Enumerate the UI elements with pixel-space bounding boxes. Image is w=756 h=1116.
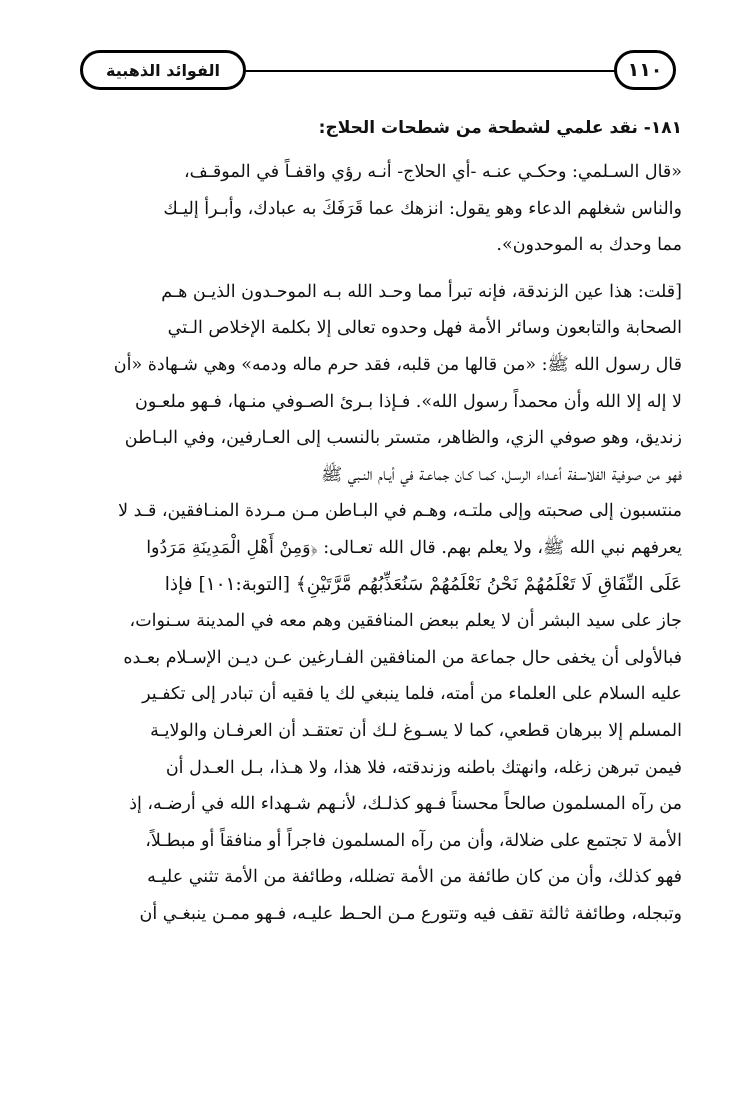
text-line: والناس شغلهم الدعاء وهو يقول: انزهك عما قَرَفَكَ به عبادك، وأبـرأ إليـك bbox=[163, 198, 682, 219]
text-line: عليه السلام على العلماء من أمته، فلما ينبغي لك يا فقيه أن تبادر إلى تكفـير bbox=[142, 684, 682, 705]
text-line: لا إله إلا الله وأن محمداً رسول الله». فـإذا بـرئ الصـوفي منـها، فـهو ملعـون bbox=[135, 391, 682, 412]
quran-line: يعرفهم نبي الله ﷺ، ولا يعلم بهم. قال الله تعـالى: ﴿وَمِنْ أَهْلِ الْمَدِينَةِ مَرَدُوا bbox=[146, 537, 682, 558]
text-line: الصحابة والتابعون وسائر الأمة فهل وحدوه تعالى إلا بكلمة الإخلاص الـتي bbox=[167, 318, 682, 339]
text-line: قال رسول الله ﷺ: «من قالها من قلبه، فقد حرم ماله ودمه» وهي شـهادة «أن bbox=[113, 354, 682, 375]
text-line: «قال السـلمي: وحكـي عنـه -أي الحلاج- أنـه رؤي واقفـاً في الموقـف، bbox=[184, 162, 682, 182]
quran-verse-line: عَلَى النِّفَاقِ لَا تَعْلَمُهُمْ نَحْنُ نَعْلَمُهُمْ سَنُعَذِّبُهُم مَّرَّتَيْنِ﴾ [التوبة:١٠١] فإذا bbox=[164, 573, 682, 595]
text-line: فبالأولى أن يخفى حال جماعة من المنافقين الفـارغين عـن ديـن الإسـلام بعـده bbox=[123, 647, 682, 668]
text-line: الأمة لا تجتمع على ضلالة، وأن من رآه المسلمون فاجراً أو منافقاً أو مبطـلاً، bbox=[145, 830, 682, 851]
text-line: زنديق، وهو صوفي الزي، والظاهر، متستر بالنسب إلى العـارفين، وفي البـاطن bbox=[124, 428, 682, 449]
text-line: من رآه المسلمون صالحاً محسناً فـهو كذلـك، لأنـهم شـهداء الله في أرضـه، إذ bbox=[129, 794, 682, 815]
text-line: فهو كذلك، وأن من كان طائفة من الأمة تضلله، وطائفة من الأمة تثني عليـه bbox=[147, 867, 682, 888]
text-line: فيمن تبرهن زغله، وانهتك باطنه وزندقته، فلا هذا، ولا هـذا، بـل العـدل أن bbox=[165, 757, 682, 778]
page-number: ١١٠ bbox=[614, 50, 676, 90]
text-line: المسلم إلا ببرهان قطعي، كما لا يسـوغ لـك أن تعتقـد أن العرفـان والولايـة bbox=[150, 720, 682, 741]
commentary-paragraph bbox=[70, 274, 682, 933]
text-line: منتسبون إلى صحبته وإلى ملتـه، وهـم في البـاطن مـن مـردة المنـافقين، قـد لا bbox=[118, 501, 682, 522]
text-line: وتبجله، وطائفة ثالثة تقف فيه وتتورع مـن الحـط عليـه، فـهو ممـن ينبغـي أن bbox=[139, 903, 682, 924]
book-title: الفوائد الذهبية bbox=[80, 50, 246, 90]
text-line: فهو من صوفية الفلاسـفة أعـداء الرسـل، كمـا كـان جماعـة في أيـام النـبي ﷺ bbox=[321, 464, 682, 485]
section-heading: ١٨١- نقد علمي لشطحة من شطحات الحلاج: bbox=[318, 118, 682, 138]
text-line: مما وحدك به الموحدون». bbox=[496, 235, 682, 256]
text-line: [قلت: هذا عين الزندقة، فإنه تبرأ مما وحـد الله بـه الموحـدون الذيـن هـم bbox=[161, 281, 682, 302]
page-body bbox=[70, 108, 682, 942]
quote-paragraph bbox=[70, 154, 682, 264]
text-line: جاز على سيد البشر أن لا يعلم ببعض المنافقين وهم معه في المدينة سـنوات، bbox=[129, 611, 682, 632]
